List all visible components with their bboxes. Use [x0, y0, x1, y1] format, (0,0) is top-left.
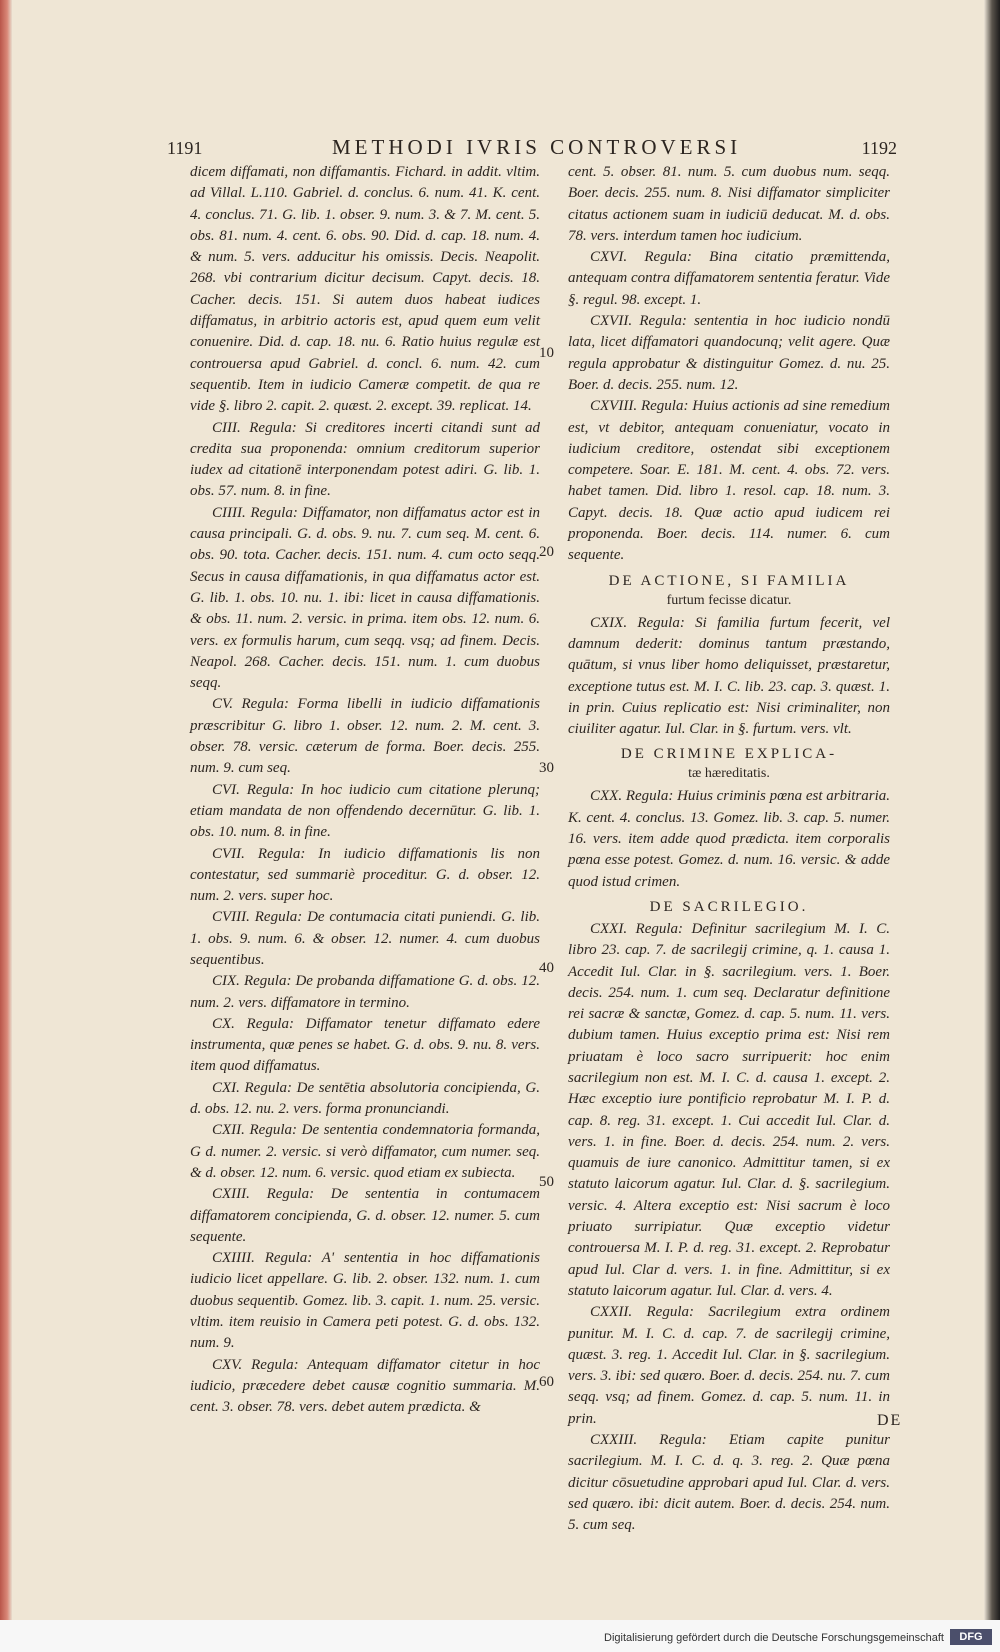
- paragraph: CXVI. Regula: Bina citatio præmittenda, antequam contra diffamatorem sententia feratur. Vide §. regul. 98. except. 1.: [568, 249, 890, 308]
- running-title: METHODI IVRIS CONTROVERSI: [332, 135, 742, 159]
- scanned-page: [12, 0, 984, 1620]
- line-number: 40: [539, 960, 554, 976]
- paragraph: CXVII. Regula: sententia in hoc iudicio nondū lata, licet diffamatori quandocunq; velit agere. Quæ regula approbatur & distinguitur Gomez. d. nu. 25. Boer. d. decis. 255. num. 12.: [568, 313, 890, 393]
- dfg-logo: DFG: [950, 1629, 992, 1645]
- section-heading: [568, 744, 890, 784]
- page-number-left: 1191: [167, 138, 203, 158]
- paragraph: CXI. Regula: De sentētia absolutoria concipienda, G. d. obs. 12. nu. 2. vers. forma pronunciandi.: [190, 1079, 540, 1118]
- paragraph: CVII. Regula: In iudicio diffamationis lis non contestatur, sed summariè proceditur. G. d. obser. 12. num. 2. vers. super hoc.: [190, 845, 540, 905]
- section-heading: [568, 571, 890, 611]
- line-number: 20: [539, 544, 554, 560]
- line-number: 30: [539, 760, 554, 776]
- paragraph: CX. Regula: Diffamator tenetur diffamato edere instrumenta, quæ penes se habet. G. d. obs. 9. nu. 8. vers. item quod diffamatus.: [190, 1015, 540, 1075]
- left-column: [190, 162, 540, 1419]
- page-edge-left: [0, 0, 12, 1652]
- paragraph: CXIIII. Regula: A' sententia in hoc diffamationis iudicio licet appellare. G. lib. 2. obser. 132. num. 1. cum duobus sequentib. Gomez. lib. 3. capit. 1. num. 25. versic. vltim. item reuisio in Camera peti potest. G. d. obs. 132. num. 9.: [190, 1250, 540, 1352]
- section-subtitle: tæ hæreditatis.: [688, 766, 770, 782]
- paragraph: dicem diffamati, non diffamantis. Fichard. in addit. vltim. ad Villal. L.110. Gabriel. d. conclus. 6. num. 41. K. cent. 4. conclus. 71. G. lib. 1. obser. 9. num. 3. & 7. M. cent. 5. obs. 81. num. 4. cent. 6. obs. 90. Did. d. cap. 18. num. 4. & num. 5. vers. adducitur his omissis. Decis. Neapolit. 268. vbi contrarium dicitur decisum. Capyt. decis. 18. Cacher. decis. 151. Si autem duos habeat iudices diffamatus, in arbitrio actoris est, apud quem eum velit conuenire. Did. d. cap. 18. nu. 6. Ratio huius regulæ est controuersa apud Gabriel. d. concl. 6. num. 42. cum sequentib. Item in iudicio Cameræ competit. de qua re vide §. libro 2. capit. 2. quæst. 2. except. 39. replicat. 14.: [190, 164, 540, 415]
- line-number: 50: [539, 1174, 554, 1190]
- paragraph: CXIII. Regula: De sententia in contumacem diffamatorem concipienda, G. d. obser. 12. numer. 5. cum sequente.: [190, 1186, 540, 1245]
- paragraph: CIIII. Regula: Diffamator, non diffamatus actor est in causa principali. G. d. obs. 9. nu. 7. cum seq. M. cent. 6. obs. 90. tota. Cacher. decis. 151. num. 4. cum octo seqq. Secus in causa diffamationis, in qua diffamatus actor est. G. lib. 1. obs. 10. nu. 1. ibi: licet in causa diffamationis. & obs. 11. num. 2. versic. in prima. item obs. 12. num. 6. vers. ex formulis harum, cum seqq. vsq; ad finem. Decis. Neapol. 268. Cacher. decis. 151. num. 1. cum duobus seqq.: [190, 504, 540, 692]
- paragraph: cent. 5. obser. 81. num. 5. cum duobus num. seqq. Boer. decis. 255. num. 8. Nisi diffamator simpliciter citatus actionem suam in iudiciū deducat. M. d. obs. 78. vers. interdum tamen hoc iudicium.: [568, 164, 890, 244]
- page-edge-right: [984, 0, 1000, 1652]
- section-title: DE CRIMINE EXPLICA-: [620, 746, 838, 763]
- paragraph: CIX. Regula: De probanda diffamatione G. d. obs. 12. num. 2. vers. diffamatore in termino.: [190, 973, 540, 1011]
- line-number: 10: [539, 345, 554, 361]
- catchword: DE: [877, 1412, 903, 1429]
- paragraph: CXXIII. Regula: Etiam capite punitur sacrilegium. M. I. C. d. q. 3. reg. 2. Quæ pœna dicitur cōsuetudine approbari apud Iul. Clar. d. vers. sed quæro. ibi: dicit autem. Boer. d. decis. 254. num. 5. cum seq.: [568, 1432, 890, 1534]
- paragraph: CXV. Regula: Antequam diffamator citetur in hoc iudicio, præcedere debet causæ cognitio summaria. M. cent. 3. obser. 78. vers. debet autem prædicta. &: [190, 1356, 540, 1416]
- paragraph: CXII. Regula: De sententia condemnatoria formanda, G d. numer. 2. versic. si verò diffamator, cum numer. seq. & d. obser. 12. num. 6. versic. quod etiam ex subiecta.: [190, 1122, 540, 1181]
- line-number-margin: [539, 0, 567, 1652]
- section-title: DE ACTIONE, SI FAMILIA: [608, 572, 850, 589]
- line-number: 60: [539, 1374, 554, 1390]
- paragraph: CVIII. Regula: De contumacia citati puniendi. G. lib. 1. obs. 9. num. 6. & obser. 12. numer. 4. cum duobus sequentibus.: [190, 909, 540, 968]
- footer-bar: [0, 1620, 1000, 1652]
- paragraph: CXXI. Regula: Definitur sacrilegium M. I. C. libro 23. cap. 7. de sacrilegij crimine, q. 1. causa 1. Accedit Iul. Clar. in §. sacrilegium. vers. 1. Boer. decis. 254. num. 1. cum seq. Declaratur definitione rei sacræ & sanctæ, Gomez. d. cap. 5. num. 11. vers. dubium tamen. Huius exceptio prima est: Nisi rem priuatam è loco sacro surripuerit: hoc enim sacrilegium non est. M. I. C. d. causa 1. except. 2. Hæc exceptio iure pontificio reprobatur M. I. P. d. cap. 8. reg. 31. except. 1. Cui accedit Iul. Clar. d. vers. 1. in fine. Boer. d. decis. 254. num. 2. vers. quamuis de iure canonico. Admittitur tamen, si ex statuto laicorum agatur. Iul. Clar. d. §. sacrilegium. versic. 4. Altera exceptio est: Nisi sacrum è loco priuato surripiatur. Quæ exceptio videtur controuersa M. I. P. d. reg. 31. except. 2. Reprobatur apud Iul. Clar d. vers. 1. in fine. Admittitur, si ex statuto laicorum agatur. Iul. Clar. d. vers. 4.: [568, 920, 890, 1299]
- right-column: [568, 162, 890, 1537]
- funding-credit: Digitalisierung gefördert durch die Deutsche Forschungsgemeinschaft: [604, 1632, 944, 1644]
- paragraph: CXXII. Regula: Sacrilegium extra ordinem punitur. M. I. C. d. cap. 7. de sacrilegij crimine, quæst. 3. reg. 1. Accedit Iul. Clar. in §. sacrilegium. vers. 3. ibi: sed quæro. Boer. d. decis. 254. nu. 7. cum seqq. vsq; ad finem. Gomez. d. cap. 5. num. 11. in prin.: [568, 1304, 890, 1427]
- section-subtitle: furtum fecisse dicatur.: [666, 592, 792, 608]
- section-heading: [568, 897, 890, 917]
- paragraph: CV. Regula: Forma libelli in iudicio diffamationis præscribitur G. libro 1. obser. 12. num. 2. M. cent. 3. obser. 78. versic. cæterum de forma. Boer. decis. 255. num. 9. cum seq.: [190, 696, 540, 777]
- paragraph: CIII. Regula: Si creditores incerti citandi sunt ad credita sua proponenda: omnium creditorum superior iudex ad citationē interponendam potest adiri. G. lib. 1. obs. 57. num. 8. in fine.: [190, 419, 540, 500]
- paragraph: CXIX. Regula: Si familia furtum fecerit, vel damnum dederit: dominus tantum præstando, quātum, si vnus liber homo deliquisset, præstaretur, exceptione tutus est. M. I. C. lib. 23. cap. 3. quæst. 1. in prin. Cuius replicatio est: Nisi criminaliter, non ciuiliter agatur. Iul. Clar. in §. furtum. vers. vlt.: [568, 614, 890, 738]
- paragraph: CXVIII. Regula: Huius actionis ad sine remedium est, vt debitor, antequam conueniatur, vocato in iudicium creditore, ostendat sibi exceptionem competere. Soar. E. 181. M. cent. 4. obs. 72. vers. habet tamen. Did. libro 1. resol. cap. 18. num. 3. Capyt. decis. 18. Quæ actio apud iudicem rei proponenda. Boer. decis. 114. numer. 6. cum sequente.: [568, 398, 890, 564]
- page-number-right: 1192: [861, 138, 897, 158]
- paragraph: CXX. Regula: Huius criminis pœna est arbitraria. K. cent. 4. conclus. 13. Gomez. lib. 3. cap. 5. numer. 16. vers. item adde quod prædicta. item corporalis pœna esse potest. Gomez. d. num. 16. versic. & adde quod istud crimen.: [568, 788, 890, 890]
- page-header: [167, 135, 897, 162]
- section-title: DE SACRILEGIO.: [649, 898, 809, 915]
- paragraph: CVI. Regula: In hoc iudicio cum citatione plerunq; etiam mandata de non offendendo decernūtur. G. lib. 1. obs. 10. num. 8. in fine.: [190, 781, 540, 841]
